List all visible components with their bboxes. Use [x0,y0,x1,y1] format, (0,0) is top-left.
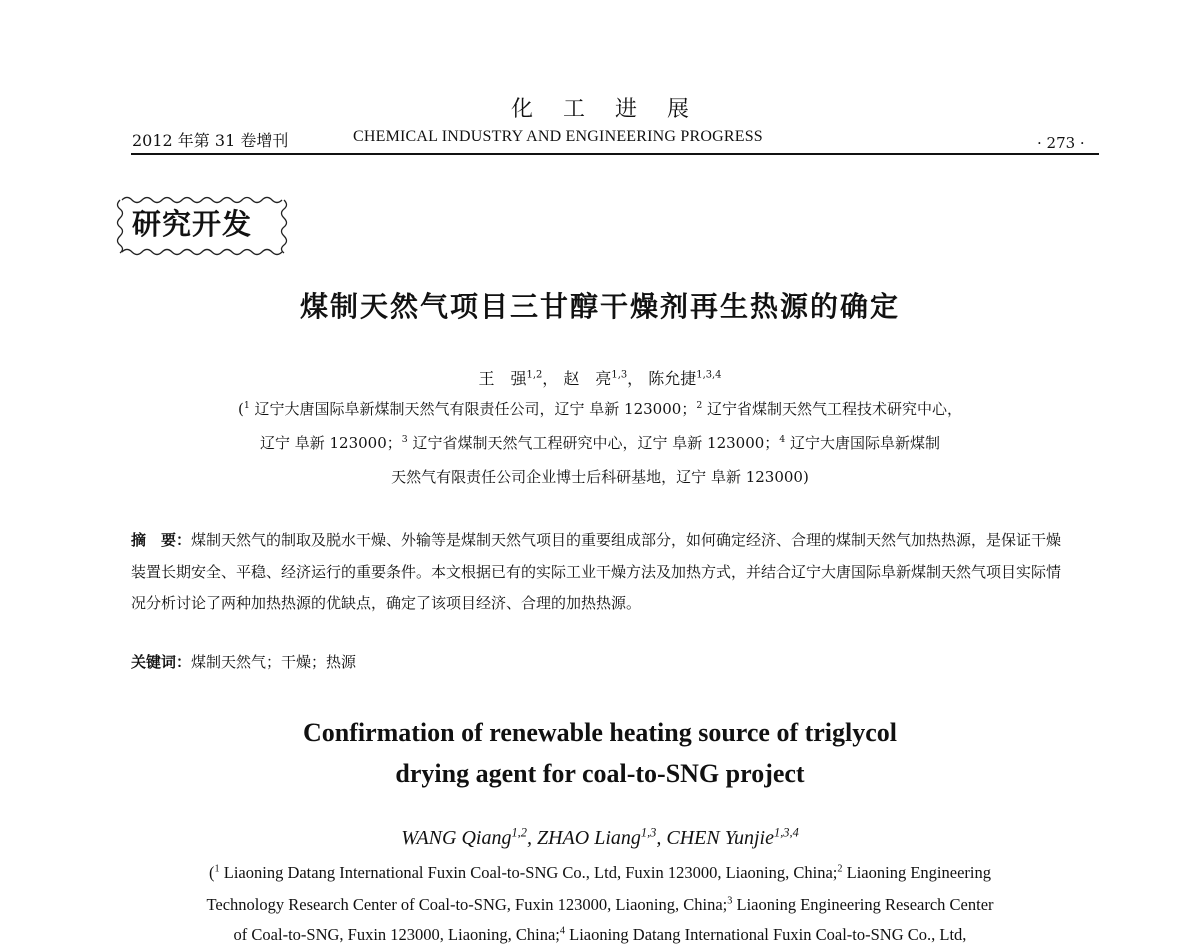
author-affiliation-mark: 1,2 [526,369,543,381]
author-name: 陈允捷 [648,369,697,388]
author-affiliation-mark: 1,3 [640,825,657,840]
keywords [131,651,356,672]
affiliation-line-en: of Coal-to-SNG, Fuxin 123000, Liaoning, China;$^4$ Liaoning Datang International Fuxin Coal-to-SNG Co., Ltd, [233,925,967,944]
affiliation-line-cn: ($^1$ 辽宁大唐国际阜新煤制天然气有限责任公司，辽宁 阜新 123000；$^2$ 辽宁省煤制天然气工程技术研究中心， [237,400,963,418]
paper-title-cn: 煤制天然气项目三甘醇干燥剂再生热源的确定 [299,290,900,323]
author-list-cn: 王 强$^{1,2}$， 赵 亮$^{1,3}$， 陈允捷$^{1,3,4}$ [478,369,722,388]
abstract-label: 摘 要： [131,531,192,549]
volume-issue: 2012 年第 31 卷增刊 [132,131,289,150]
author-name: ZHAO Liang [536,827,641,849]
author-affiliation-mark: 1,3,4 [774,825,799,840]
affiliation-line-en: ($^1$ Liaoning Datang International Fuxin Coal-to-SNG Co., Ltd, Fuxin 123000, Liaoning, China;$^2$ Liaoning Engineering [209,863,991,882]
author-affiliation-mark: 1,3 [611,369,628,381]
paper-title-en-line: drying agent for coal-to-SNG project [395,759,805,788]
affiliation-line-cn: 天然气有限责任公司企业博士后科研基地，辽宁 阜新 123000) [391,468,809,486]
section-badge-label: 研究开发 [132,207,253,241]
section-badge [114,192,290,258]
abstract-text: 煤制天然气的制取及脱水干燥、外输等是煤制天然气项目的重要组成部分，如何确定经济、合理的煤制天然气加热热源，是保证干燥装置长期安全、平稳、经济运行的重要条件。本文根据已有的实际工业干燥方法及加热方式，并结合辽宁大唐国际阜新煤制天然气项目实际情况分析讨论了两种加热热源的优缺点，确定了该项目经济、合理的加热热源。 [131,531,1062,612]
page-number: · 273 · [1037,134,1085,152]
author-name: 赵 亮 [563,369,612,388]
author-name: CHEN Yunjie [666,827,774,849]
keywords-text: 煤制天然气；干燥；热源 [191,653,357,671]
keywords-label: 关键词： [131,653,192,671]
author-name: WANG Qiang [401,827,512,849]
author-affiliation-mark: 1,3,4 [696,369,722,381]
journal-title-cn: 化工进展 [510,97,719,122]
author-name: 王 强 [478,369,527,388]
journal-title-en: CHEMICAL INDUSTRY AND ENGINEERING PROGRESS [353,128,763,145]
affiliation-line-en: Technology Research Center of Coal-to-SNG, Fuxin 123000, Liaoning, China;$^3$ Liaoning Engineering Research Center [206,895,994,914]
abstract [131,525,1075,620]
paper-title-en-line: Confirmation of renewable heating source of triglycol [302,718,898,747]
header-rule [131,153,1099,155]
author-affiliation-mark: 1,2 [511,825,527,840]
paper-title-en [0,712,1200,794]
author-list-en: WANG Qiang$^{1,2}$, ZHAO Liang$^{1,3}$, CHEN Yunjie$^{1,3,4}$ [401,825,799,849]
affiliation-line-cn: 辽宁 阜新 123000；$^3$ 辽宁省煤制天然气工程研究中心，辽宁 阜新 123000；$^4$ 辽宁大唐国际阜新煤制 [259,434,941,452]
